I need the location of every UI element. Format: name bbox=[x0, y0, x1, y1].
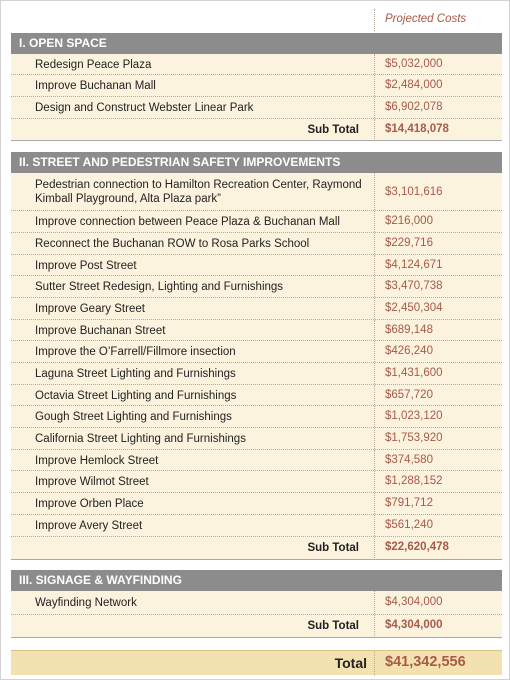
table-row bbox=[11, 97, 502, 119]
table-row bbox=[11, 515, 502, 537]
row-description: California Street Lighting and Furnishings bbox=[35, 433, 246, 445]
row-description: Improve Hemlock Street bbox=[35, 455, 159, 467]
row-amount: $1,023,120 bbox=[374, 406, 502, 427]
row-description: Pedestrian connection to Hamilton Recreation Center, Raymond Kimball Playground, Alta Plaza park” bbox=[35, 179, 362, 205]
row-amount: $216,000 bbox=[374, 211, 502, 232]
subtotal-amount: $22,620,478 bbox=[374, 537, 502, 560]
table-row bbox=[11, 298, 502, 320]
table-row bbox=[11, 211, 502, 233]
section-header-open-space: I. OPEN SPACE bbox=[11, 33, 502, 54]
row-description: Improve Wilmot Street bbox=[35, 476, 149, 488]
subtotal-row bbox=[11, 615, 502, 638]
row-amount: $229,716 bbox=[374, 233, 502, 254]
row-description: Improve Avery Street bbox=[35, 520, 143, 532]
section-body-street-safety bbox=[11, 173, 502, 560]
subtotal-row bbox=[11, 119, 502, 141]
section-header-street-safety: II. STREET AND PEDESTRIAN SAFETY IMPROVEMENTS bbox=[11, 152, 502, 173]
subtotal-label: Sub Total bbox=[307, 542, 359, 554]
subtotal-amount: $4,304,000 bbox=[374, 615, 502, 638]
section-body-open-space bbox=[11, 54, 502, 141]
row-amount: $657,720 bbox=[374, 385, 502, 405]
row-description: Design and Construct Webster Linear Park bbox=[35, 102, 254, 114]
subtotal-row bbox=[11, 537, 502, 560]
row-amount: $2,484,000 bbox=[374, 75, 502, 96]
row-description: Improve Orben Place bbox=[35, 498, 144, 510]
row-amount: $4,304,000 bbox=[374, 591, 502, 614]
table-row bbox=[11, 233, 502, 255]
row-description: Redesign Peace Plaza bbox=[35, 59, 152, 71]
projected-costs-header: Projected Costs bbox=[374, 9, 502, 31]
table-row bbox=[11, 450, 502, 471]
table-row bbox=[11, 173, 502, 211]
row-amount: $1,288,152 bbox=[374, 471, 502, 492]
row-amount: $2,450,304 bbox=[374, 298, 502, 319]
table-row bbox=[11, 341, 502, 363]
row-description: Improve Post Street bbox=[35, 260, 137, 272]
row-amount: $426,240 bbox=[374, 341, 502, 362]
row-description: Reconnect the Buchanan ROW to Rosa Parks School bbox=[35, 238, 310, 250]
section-body-signage bbox=[11, 591, 502, 638]
table-row bbox=[11, 255, 502, 276]
row-description: Octavia Street Lighting and Furnishings bbox=[35, 390, 237, 402]
subtotal-label: Sub Total bbox=[307, 620, 359, 632]
table-row bbox=[11, 385, 502, 406]
row-amount: $791,712 bbox=[374, 493, 502, 514]
row-description: Sutter Street Redesign, Lighting and Furnishings bbox=[35, 281, 284, 293]
subtotal-amount: $14,418,078 bbox=[374, 119, 502, 141]
table-row bbox=[11, 591, 502, 615]
row-description: Improve Geary Street bbox=[35, 303, 145, 315]
row-amount: $3,470,738 bbox=[374, 276, 502, 297]
row-description: Improve Buchanan Street bbox=[35, 325, 166, 337]
row-description: Gough Street Lighting and Furnishings bbox=[35, 411, 232, 423]
table-row bbox=[11, 363, 502, 385]
row-amount: $1,431,600 bbox=[374, 363, 502, 384]
table-row bbox=[11, 493, 502, 515]
row-amount: $374,580 bbox=[374, 450, 502, 470]
row-description: Improve Buchanan Mall bbox=[35, 80, 156, 92]
row-description: Improve connection between Peace Plaza & Buchanan Mall bbox=[35, 216, 340, 228]
table-row bbox=[11, 320, 502, 341]
row-amount: $5,032,000 bbox=[374, 54, 502, 74]
table-row bbox=[11, 471, 502, 493]
total-amount: $41,342,556 bbox=[374, 651, 502, 676]
row-amount: $561,240 bbox=[374, 515, 502, 536]
row-amount: $3,101,616 bbox=[374, 173, 502, 210]
row-description: Wayfinding Network bbox=[35, 597, 137, 609]
table-row bbox=[11, 428, 502, 450]
table-row bbox=[11, 54, 502, 75]
row-amount: $1,753,920 bbox=[374, 428, 502, 449]
row-amount: $4,124,671 bbox=[374, 255, 502, 275]
table-row bbox=[11, 75, 502, 97]
subtotal-label: Sub Total bbox=[307, 124, 359, 136]
row-amount: $689,148 bbox=[374, 320, 502, 340]
total-label: Total bbox=[334, 655, 367, 671]
grand-total-row bbox=[11, 650, 502, 675]
table-row bbox=[11, 406, 502, 428]
row-amount: $6,902,078 bbox=[374, 97, 502, 118]
table-row bbox=[11, 276, 502, 298]
row-description: Laguna Street Lighting and Furnishings bbox=[35, 368, 236, 380]
row-description: Improve the O’Farrell/Fillmore insection bbox=[35, 346, 236, 358]
section-header-signage: III. SIGNAGE & WAYFINDING bbox=[11, 570, 502, 591]
